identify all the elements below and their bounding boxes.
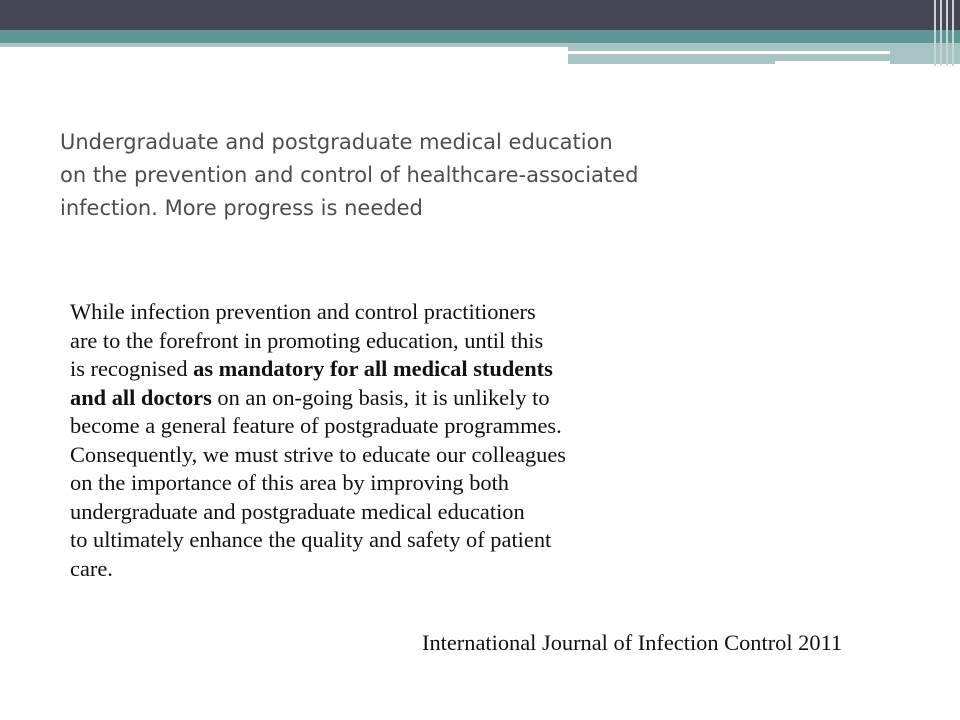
citation: International Journal of Infection Control 2011	[422, 630, 843, 655]
title-line: Undergraduate and postgraduate medical education	[60, 130, 613, 154]
header-teal-band	[0, 30, 960, 43]
stripe	[946, 0, 948, 66]
title-line: on the prevention and control of healthcare-associated	[60, 163, 639, 187]
quote-emphasis: and all doctors	[70, 384, 212, 410]
header-decoration	[0, 0, 960, 66]
quote-line: become a general feature of postgraduate programmes.	[70, 413, 562, 438]
header-white-line	[568, 51, 890, 54]
stripe	[940, 0, 942, 66]
title-line: infection. More progress is needed	[60, 196, 423, 220]
quote-line: are to the forefront in promoting education, until this	[70, 327, 544, 353]
quote-emphasis: as mandatory for all medical students	[193, 356, 553, 381]
quote-text: on an on-going basis, it is unlikely to	[211, 384, 550, 410]
stripe	[952, 0, 954, 66]
header-dark-band	[0, 0, 960, 30]
header-white-line-short	[775, 61, 890, 64]
stripe	[934, 0, 936, 66]
quote-line: to ultimately enhance the quality and safety of patient	[70, 527, 552, 552]
quote-line: undergraduate and postgraduate medical education	[70, 498, 525, 524]
slide-title	[60, 126, 760, 225]
quote-line: on the importance of this area by improving both	[70, 470, 510, 495]
quote-line	[70, 355, 770, 384]
quote-line: Consequently, we must strive to educate our colleagues	[70, 441, 566, 467]
quote-line	[70, 384, 770, 413]
quote-line: While infection prevention and control practitioners	[70, 299, 536, 324]
quote-line: care.	[70, 555, 113, 581]
header-vertical-stripes	[930, 0, 960, 66]
quote-block	[70, 298, 770, 583]
quote-text: is recognised	[70, 356, 194, 381]
header-light-band	[0, 43, 570, 47]
